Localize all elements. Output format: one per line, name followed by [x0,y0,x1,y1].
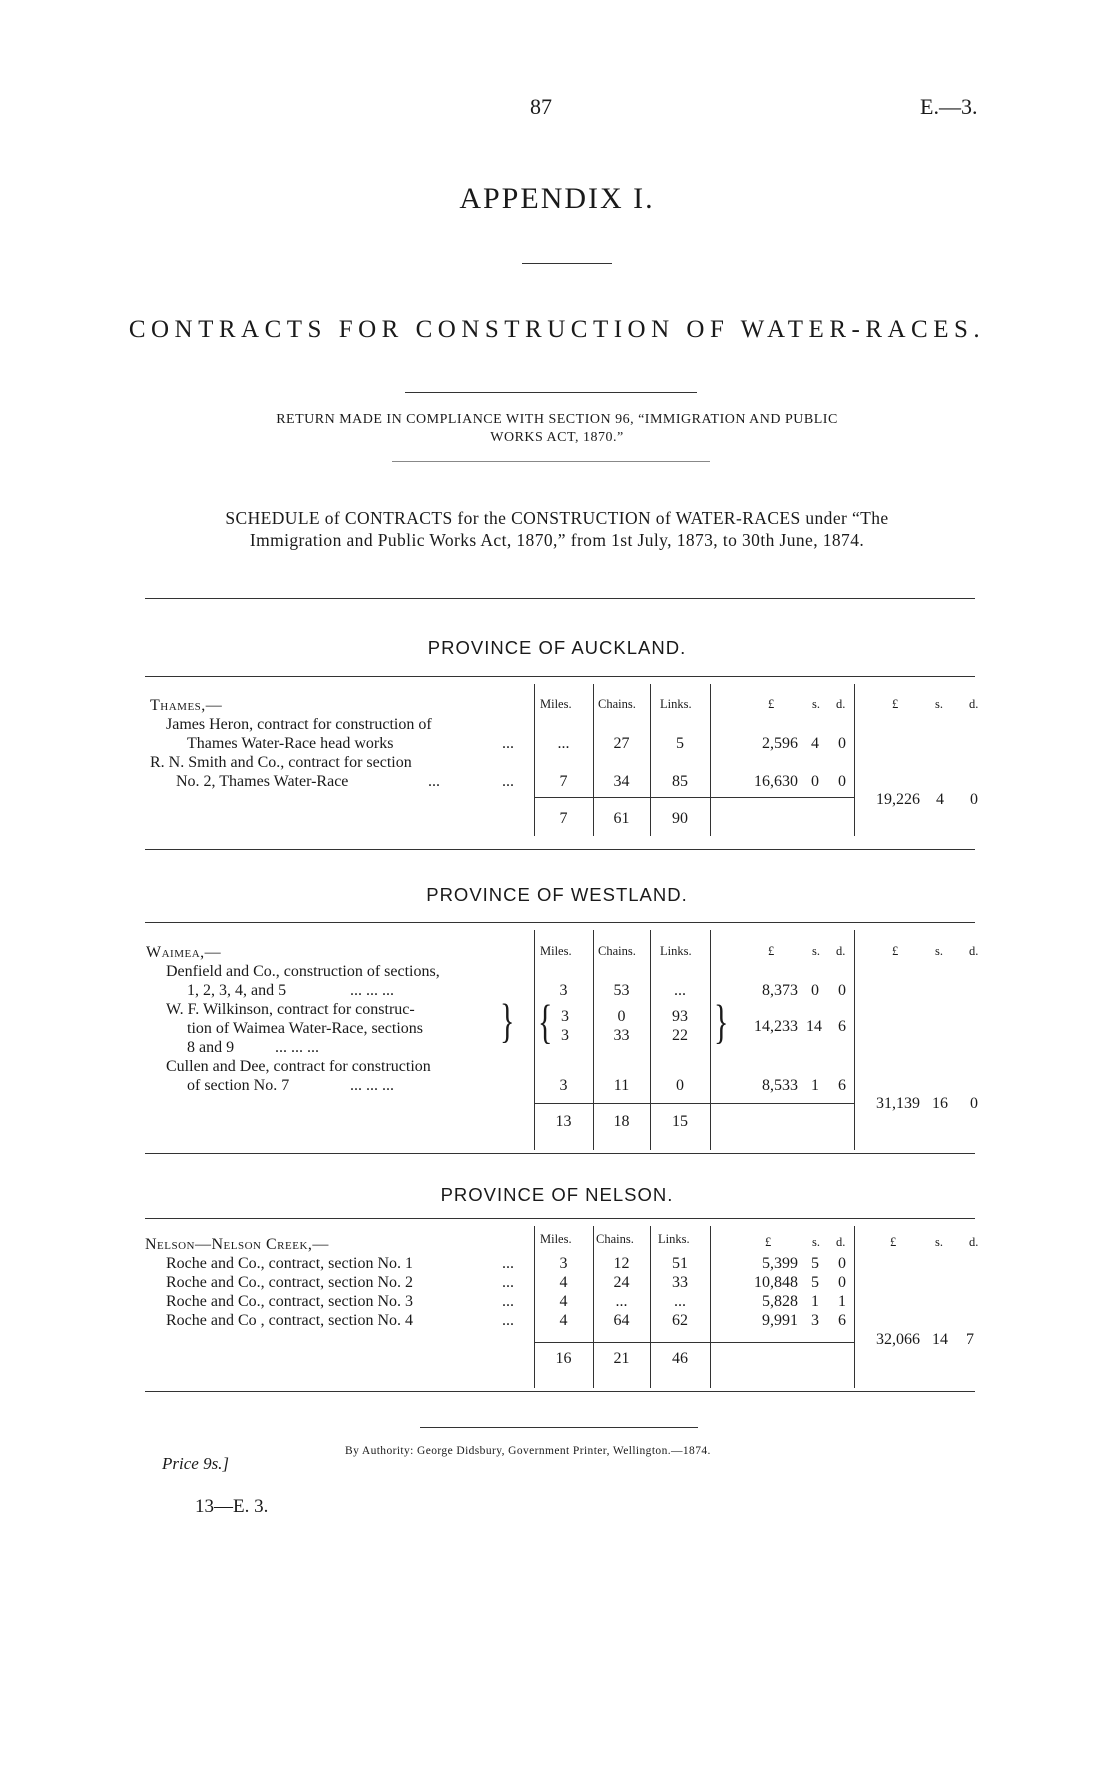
contract-label: 1, 2, 3, 4, and 5 [187,982,287,999]
cell-miles: 4 [559,1293,568,1310]
cell-miles: ... [557,735,570,752]
cell-miles: 3 [561,1008,569,1025]
district-label: Nelson—Nelson Creek,— [145,1236,329,1253]
header-pence: d. [836,944,846,958]
right-brace-icon: } [714,995,729,1049]
total-links: 90 [672,810,688,827]
district-label: Waimea,— [146,944,222,961]
grand-total-pounds: 31,139 [876,1095,920,1112]
col-divider [854,930,855,1150]
grand-total-shillings: 4 [936,791,944,808]
cell-shillings: 5 [811,1274,819,1291]
header-shillings: s. [812,697,820,711]
appendix-title: APPENDIX I. [459,182,655,215]
cell-chains: 33 [613,1027,630,1044]
cell-links: 22 [672,1027,688,1044]
header-chains: Chains. [598,697,636,711]
leader-dots: ... [502,1293,514,1310]
cell-chains: 53 [613,982,630,999]
contract-label: No. 2, Thames Water-Race [176,773,349,790]
total-miles: 13 [555,1113,572,1130]
cell-shillings: 5 [811,1255,819,1272]
cell-chains: 27 [613,735,630,752]
header-pounds: £ [765,1235,772,1249]
total-chains: 21 [613,1350,630,1367]
contract-label: of section No. 7 [187,1077,290,1094]
cell-miles: 4 [559,1274,568,1291]
col-divider [710,1226,711,1388]
header-links: Links. [660,697,692,711]
cell-miles: 3 [559,1255,568,1272]
cell-shillings: 14 [806,1018,822,1035]
signature-mark: 13—E. 3. [195,1496,269,1517]
cell-links: 85 [672,773,688,790]
cell-pence: 6 [838,1018,846,1035]
cell-pounds: 5,399 [762,1255,798,1272]
return-line [0,411,1114,447]
header-chains: Chains. [598,944,636,958]
province-westland-heading: PROVINCE OF WESTLAND. [426,884,688,905]
cell-shillings: 4 [811,735,819,752]
header-shillings-total: s. [935,697,943,711]
cell-links: 93 [672,1008,688,1025]
printer-authority: By Authority: George Didsbury, Government Printer, Wellington.—1874. [345,1445,711,1457]
schedule-line-2: Immigration and Public Works Act, 1870,” from 1st July, 1873, to 30th June, 1874. [249,530,865,550]
contract-label: R. N. Smith and Co., contract for section [150,754,412,771]
cell-pounds: 9,991 [762,1312,798,1329]
cell-links: 5 [676,735,684,752]
table-top-rule [145,922,975,923]
cell-pounds: 2,596 [762,735,798,752]
divider [392,461,710,462]
contract-label: Roche and Co., contract, section No. 3 [166,1293,414,1310]
cell-links: ... [674,982,686,999]
cell-miles: 7 [559,773,568,790]
total-chains: 61 [613,810,630,827]
leader-dots: ... [428,773,440,790]
main-title: CONTRACTS FOR CONSTRUCTION OF WATER-RACES. [128,316,986,343]
header-miles: Miles. [540,697,572,711]
page-number: 87 [530,94,552,119]
table-bottom-rule [145,849,975,850]
leader-dots: ... ... ... [350,1077,394,1094]
contract-label: Cullen and Dee, contract for construction [166,1058,431,1075]
cell-pence: 1 [838,1293,846,1310]
cell-pence: 0 [838,735,846,752]
cell-pounds: 14,233 [754,1018,798,1035]
cell-pence: 6 [838,1077,846,1094]
schedule-line-1: SCHEDULE of CONTRACTS for the CONSTRUCTION of WATER-RACES under “The [225,508,889,528]
price-label: Price 9s.] [162,1454,230,1473]
contract-label: W. F. Wilkinson, contract for construc- [166,1001,415,1018]
contract-label: Thames Water-Race head works [187,735,394,752]
contract-label: Roche and Co., contract, section No. 2 [166,1274,414,1291]
header-links: Links. [660,944,692,958]
cell-pounds: 5,828 [762,1293,798,1310]
table-top-rule [145,676,975,677]
cell-chains: 0 [617,1008,626,1025]
province-auckland-heading: PROVINCE OF AUCKLAND. [427,637,687,658]
header-shillings-total: s. [935,1235,943,1249]
cell-links: ... [674,1293,686,1310]
table-bottom-rule [145,1153,975,1154]
right-brace-icon: } [500,994,515,1048]
cell-shillings: 3 [811,1312,819,1329]
cell-links: 51 [672,1255,688,1272]
cell-shillings: 0 [811,982,819,999]
total-miles: 7 [559,810,568,827]
header-miles: Miles. [540,1232,572,1246]
grand-total-pence: 0 [970,791,978,808]
cell-miles: 4 [559,1312,568,1329]
schedule-heading [0,507,1114,551]
grand-total-shillings: 14 [932,1331,948,1348]
total-links: 46 [672,1350,688,1367]
leader-dots: ... [502,735,514,752]
table-bottom-rule [145,1391,975,1392]
leader-dots: ... [502,1255,514,1272]
header-pence: d. [836,1235,846,1249]
cell-miles: 3 [559,1077,568,1094]
cell-miles: 3 [561,1027,569,1044]
header-shillings: s. [812,944,820,958]
col-divider [854,1226,855,1388]
leader-dots: ... [502,773,514,790]
cell-pounds: 8,373 [762,982,798,999]
header-pounds: £ [768,944,775,958]
grand-total-shillings: 16 [932,1095,948,1112]
cell-chains: 34 [613,773,630,790]
divider [420,1427,698,1428]
leader-dots: ... [502,1274,514,1291]
cell-pence: 0 [838,1274,846,1291]
leader-dots: ... ... ... [350,982,394,999]
leader-dots: ... ... ... [275,1039,319,1056]
contract-label: Roche and Co., contract, section No. 1 [166,1255,414,1272]
contract-label: tion of Waimea Water-Race, sections [187,1020,423,1037]
grand-total-pence: 0 [970,1095,978,1112]
cell-links: 0 [676,1077,684,1094]
header-pounds-total: £ [892,697,899,711]
divider [405,392,697,393]
cell-chains: 64 [613,1312,630,1329]
header-pounds-total: £ [890,1235,897,1249]
page-code: E.—3. [920,94,978,119]
return-line-1: RETURN MADE IN COMPLIANCE WITH SECTION 96, “IMMIGRATION AND PUBLIC [276,412,838,427]
cell-chains: 24 [613,1274,630,1291]
cell-pounds: 10,848 [754,1274,798,1291]
cell-pence: 6 [838,1312,846,1329]
cell-shillings: 1 [811,1077,819,1094]
header-pounds: £ [768,697,775,711]
header-pence: d. [836,697,846,711]
cell-pence: 0 [838,1255,846,1272]
header-pounds-total: £ [892,944,899,958]
district-label: Thames,— [150,697,223,714]
contract-label: James Heron, contract for construction of [166,716,432,733]
grand-total-pounds: 19,226 [876,791,920,808]
col-divider [854,684,855,836]
cell-links: 62 [672,1312,688,1329]
left-brace-icon: { [538,995,553,1049]
province-nelson-heading: PROVINCE OF NELSON. [440,1184,674,1205]
leader-dots: ... [502,1312,514,1329]
cell-shillings: 1 [811,1293,819,1310]
cell-pounds: 16,630 [754,773,798,790]
cell-miles: 3 [559,982,568,999]
cell-chains: 12 [613,1255,630,1272]
grand-total-pence: 7 [966,1331,974,1348]
cell-shillings: 0 [811,773,819,790]
total-links: 15 [672,1113,688,1130]
contract-label: Roche and Co , contract, section No. 4 [166,1312,414,1329]
cell-chains: 11 [613,1077,630,1094]
header-shillings: s. [812,1235,820,1249]
contract-label: 8 and 9 [187,1039,235,1056]
header-pence-total: d. [969,1235,979,1249]
header-pence-total: d. [969,697,979,711]
header-shillings-total: s. [935,944,943,958]
col-divider [710,684,711,836]
contract-label: Denfield and Co., construction of sections, [166,963,440,980]
subtotal-rule [534,797,854,798]
col-divider [710,930,711,1150]
total-miles: 16 [555,1350,572,1367]
cell-chains: ... [615,1293,628,1310]
cell-pounds: 8,533 [762,1077,798,1094]
grand-total-pounds: 32,066 [876,1331,920,1348]
cell-pence: 0 [838,773,846,790]
subtotal-rule [534,1103,854,1104]
header-links: Links. [658,1232,690,1246]
header-pence-total: d. [969,944,979,958]
table-top-rule [145,1218,975,1219]
divider [522,263,612,264]
cell-pence: 0 [838,982,846,999]
subtotal-rule [534,1342,854,1343]
return-line-2: WORKS ACT, 1870.” [490,430,624,445]
total-chains: 18 [613,1113,630,1130]
header-chains: Chains. [596,1232,634,1246]
cell-links: 33 [672,1274,688,1291]
header-miles: Miles. [540,944,572,958]
divider [145,598,975,599]
